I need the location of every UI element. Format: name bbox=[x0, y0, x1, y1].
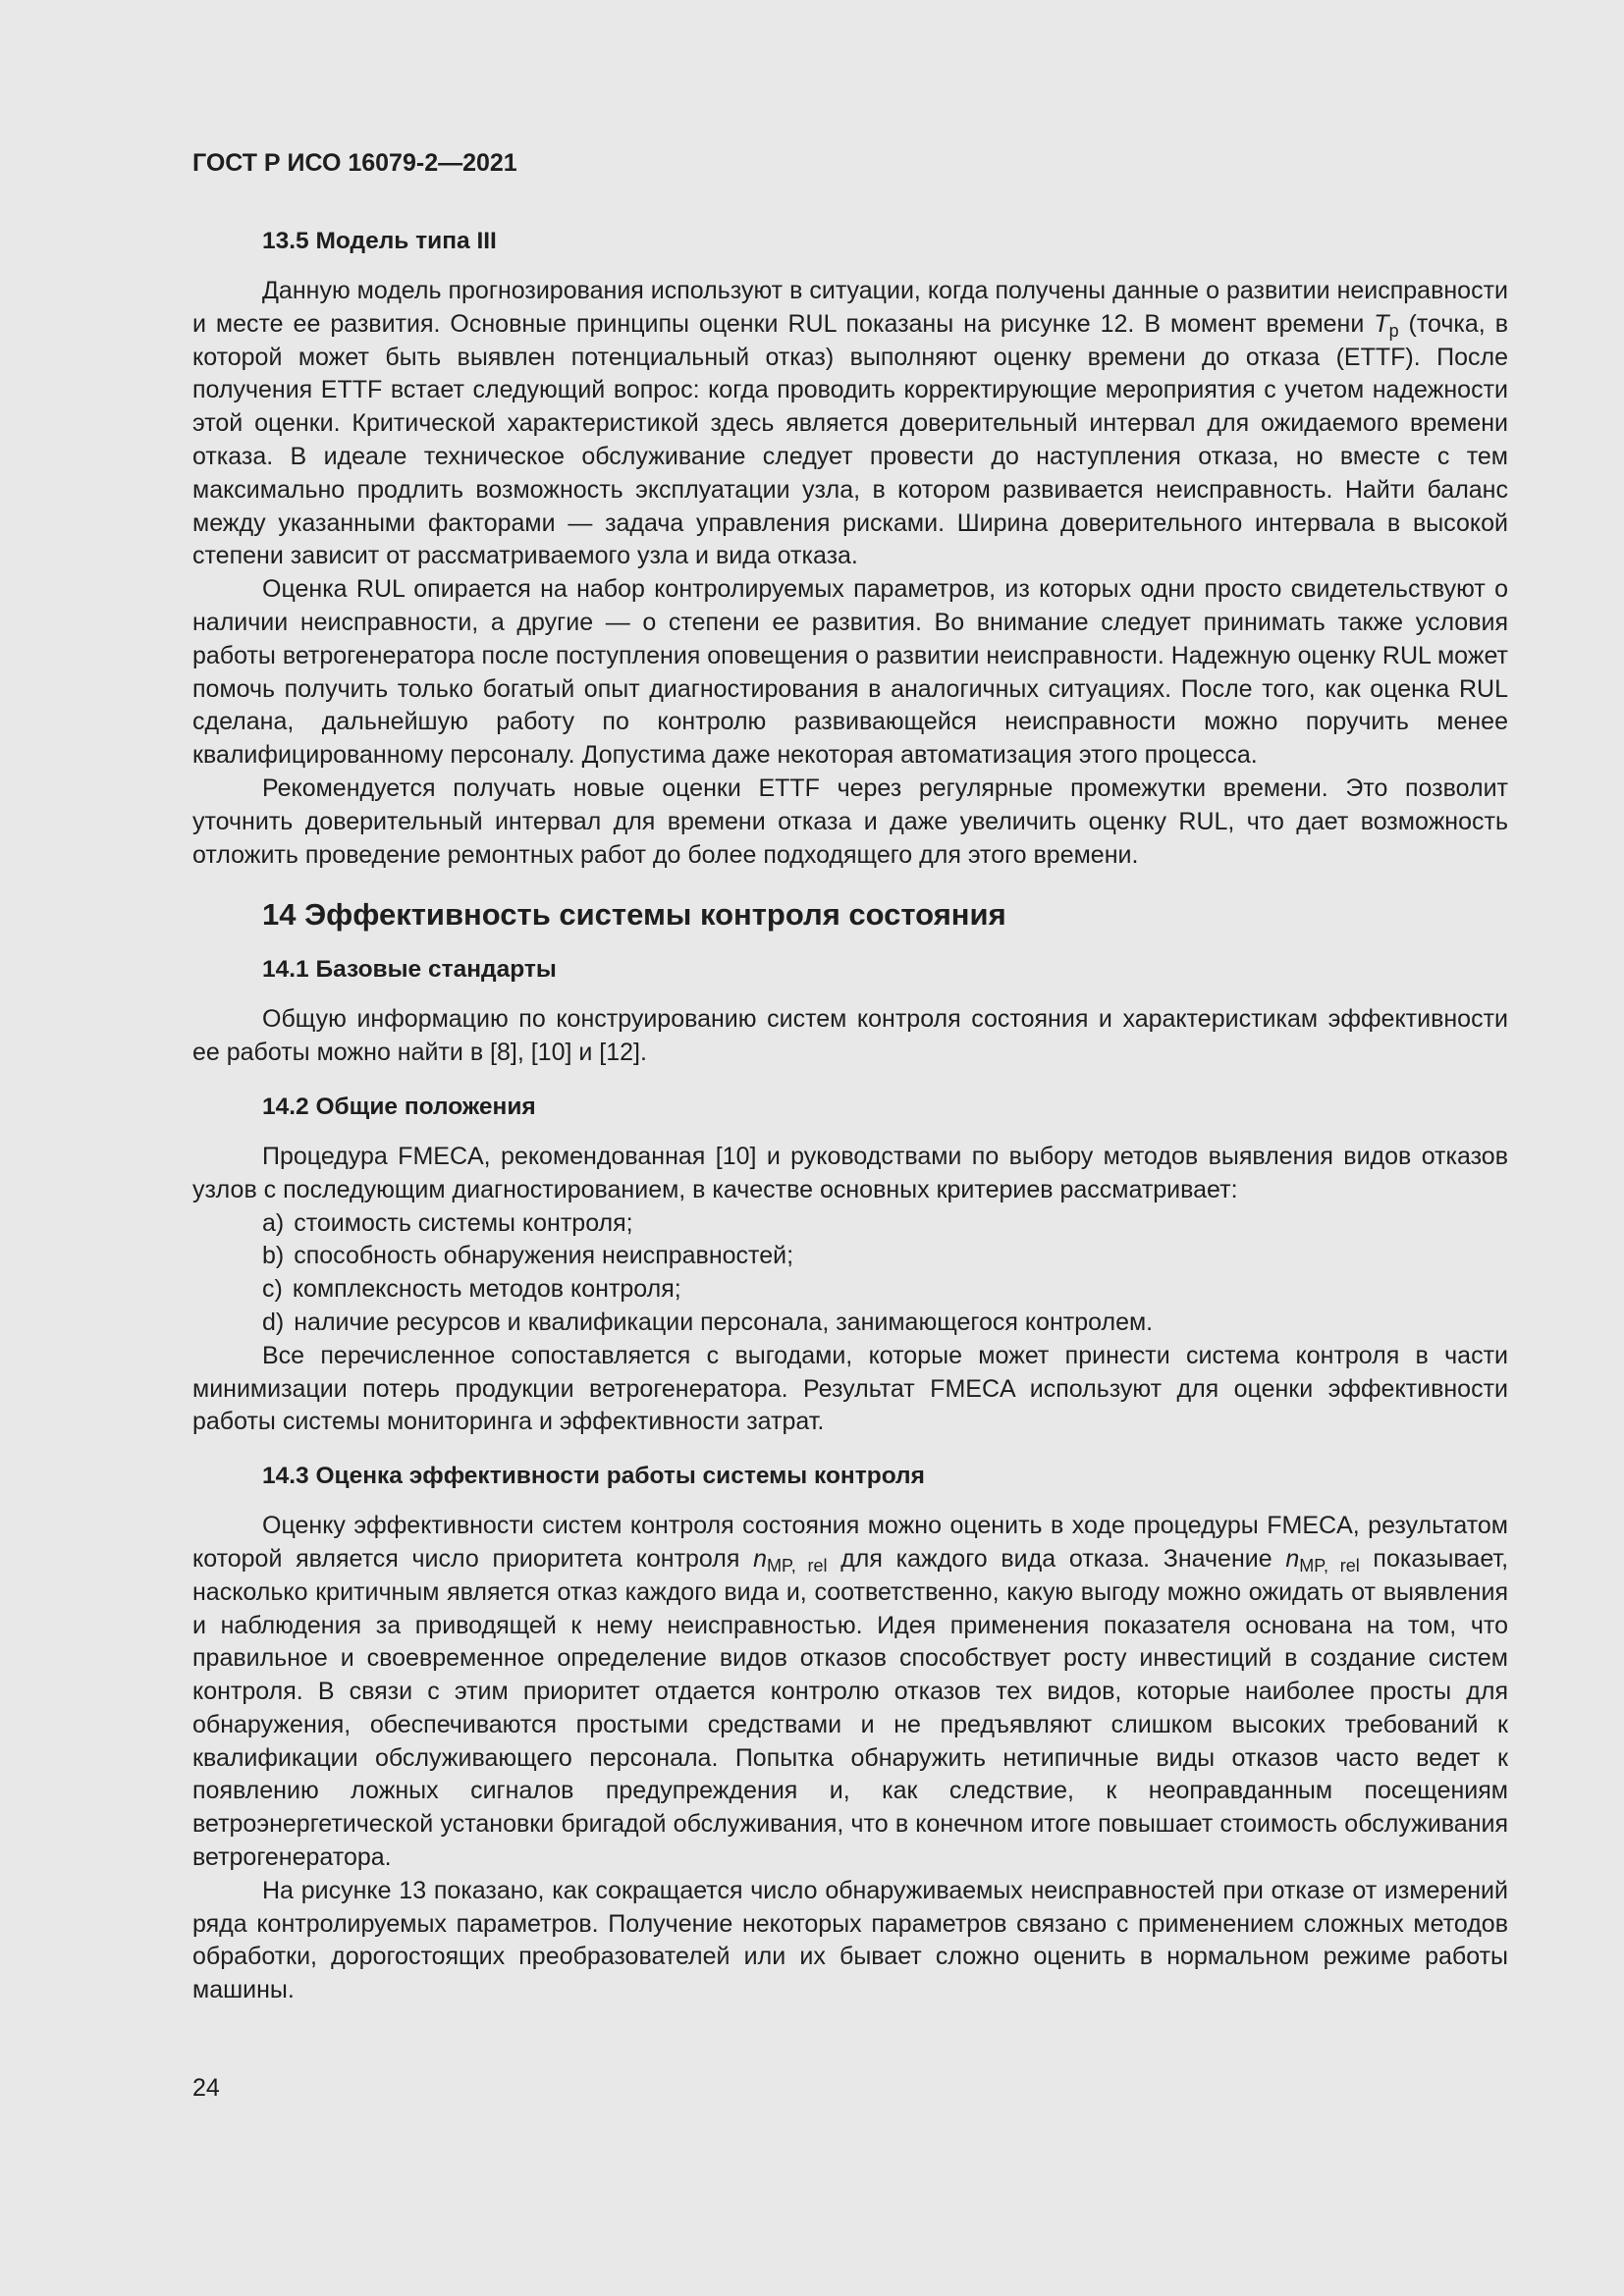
variable-n: n bbox=[1285, 1544, 1300, 1573]
section-14-1-title: 14.1 Базовые стандарты bbox=[262, 956, 557, 984]
list-marker: b) bbox=[262, 1242, 285, 1270]
variable-t: T bbox=[1374, 309, 1389, 338]
text-fragment: для каждого вида отказа. Значение bbox=[827, 1544, 1286, 1573]
paragraph bbox=[192, 275, 1508, 573]
list-item-text: способность обнаружения неисправностей; bbox=[294, 1242, 794, 1270]
paragraph: Процедура FMECA, рекомендованная [10] и руководствами по выбору методов выявления видов отказов узлов с последующим диагностированием, в качестве основных критериев рассматривает: bbox=[192, 1142, 1508, 1203]
subscript: MP, rel bbox=[767, 1555, 828, 1575]
paragraph bbox=[192, 1510, 1508, 1875]
text-fragment: (точка, в которой может быть выявлен потенциальный отказ) выполняют оценку времени до отказа (ETTF). После получения ETTF встает следующий вопрос: когда проводить корректирующие мероприятия с учетом надежности этой оценки. Критической характеристикой здесь является доверительный интервал для ожидаемого времени отказа. В идеале техническое обслуживание следует провести до наступления отказа, но вместе с тем максимально продлить возможность эксплуатации узла, в котором развивается неисправность. Найти баланс между указанными факторами — задача управления рисками. Ширина доверительного интервала в высокой степени зависит от рассматриваемого узла и вида отказа. bbox=[192, 309, 1508, 570]
list-marker: d) bbox=[262, 1308, 285, 1336]
list-item bbox=[192, 1273, 1508, 1307]
text-fragment: Данную модель прогнозирования используют в ситуации, когда получены данные о развитии неисправности и месте ее развития. Основные принципы оценки RUL показаны на рисунке 12. В момент времени bbox=[192, 277, 1508, 338]
section-14-3-title: 14.3 Оценка эффективности работы системы контроля bbox=[262, 1463, 925, 1490]
list-item bbox=[192, 1207, 1508, 1241]
list-marker: c) bbox=[262, 1275, 283, 1304]
paragraph: Оценка RUL опирается на набор контролируемых параметров, из которых одни просто свидетельствуют о наличии неисправности, а другие — о степени ее развития. Во внимание следует принимать также условия работы ветрогенератора после поступления оповещения о развитии неисправности. Надежную оценку RUL может помочь получить только богатый опыт диагностирования в аналогичных ситуациях. После того, как оценка RUL сделана, дальнейшую работу по контролю развивающейся неисправности можно поручить менее квалифицированному персоналу. Допустима даже некоторая автоматизация этого процесса. bbox=[192, 575, 1509, 770]
subscript: p bbox=[1388, 320, 1399, 341]
list-marker: a) bbox=[262, 1208, 285, 1237]
variable-n: n bbox=[753, 1544, 768, 1573]
list-item bbox=[192, 1240, 1508, 1273]
page-content bbox=[192, 143, 1508, 2007]
section-14-title: 14 Эффективность системы контроля состояния bbox=[262, 897, 1006, 933]
section-13-5-title: 13.5 Модель типа III bbox=[262, 228, 497, 254]
paragraph: На рисунке 13 показано, как сокращается число обнаруживаемых неисправностей при отказе от измерений ряда контролируемых параметров. Получение некоторых параметров связано с применением сложных методов обработки, дорогостоящих преобразователей или их бывает сложно оценить в нормальном режиме работы машины. bbox=[192, 1876, 1508, 2004]
subscript: MP, rel bbox=[1299, 1555, 1360, 1575]
list-item-text: комплексность методов контроля; bbox=[292, 1275, 681, 1304]
text-fragment: показывает, насколько критичным является отказ каждого вида и, соответственно, какую выгоду можно ожидать от выявления и наблюдения за приводящей к нему неисправностью. Идея применения показателя основана на том, что правильное и своевременное определение видов отказов способствует росту инвестиций в создание систем контроля. В связи с этим приоритет отдается контролю отказов тех видов, которые наиболее просты для обнаружения, обеспечиваются простыми средствами и не предъявляют слишком высоких требований к квалификации обслуживающего персонала. Попытка обнаружить нетипичные виды отказов часто ведет к появлению ложных сигналов предупреждения и, как следствие, к неоправданным посещениям ветроэнергетической установки бригадой обслуживания, что в конечном итоге повышает стоимость обслуживания ветрогенератора. bbox=[192, 1544, 1509, 1872]
paragraph: Все перечисленное сопоставляется с выгодами, которые может принести система контроля в части минимизации потерь продукции ветрогенератора. Результат FMECA используют для оценки эффективности работы системы мониторинга и эффективности затрат. bbox=[192, 1341, 1508, 1436]
list-item bbox=[192, 1307, 1508, 1340]
page-number: 24 bbox=[192, 2074, 220, 2102]
paragraph: Рекомендуется получать новые оценки ETTF через регулярные промежутки времени. Это позволит уточнить доверительный интервал для времени отказа и даже увеличить оценку RUL, что дает возможность отложить проведение ремонтных работ до более подходящего для этого времени. bbox=[192, 774, 1508, 869]
criteria-list bbox=[192, 1207, 1508, 1340]
section-14-2-title: 14.2 Общие положения bbox=[262, 1093, 536, 1120]
document-header: ГОСТ Р ИСО 16079-2—2021 bbox=[192, 149, 517, 177]
list-item-text: наличие ресурсов и квалификации персонала, занимающегося контролем. bbox=[294, 1308, 1154, 1336]
paragraph: Общую информацию по конструированию систем контроля состояния и характеристикам эффективности ее работы можно найти в [8], [10] и [12]. bbox=[192, 1005, 1508, 1067]
text-fragment: Оценку эффективности систем контроля состояния можно оценить в ходе процедуры FMECA, результатом которой является число приоритета контроля bbox=[192, 1512, 1508, 1573]
list-item-text: стоимость системы контроля; bbox=[294, 1208, 633, 1237]
